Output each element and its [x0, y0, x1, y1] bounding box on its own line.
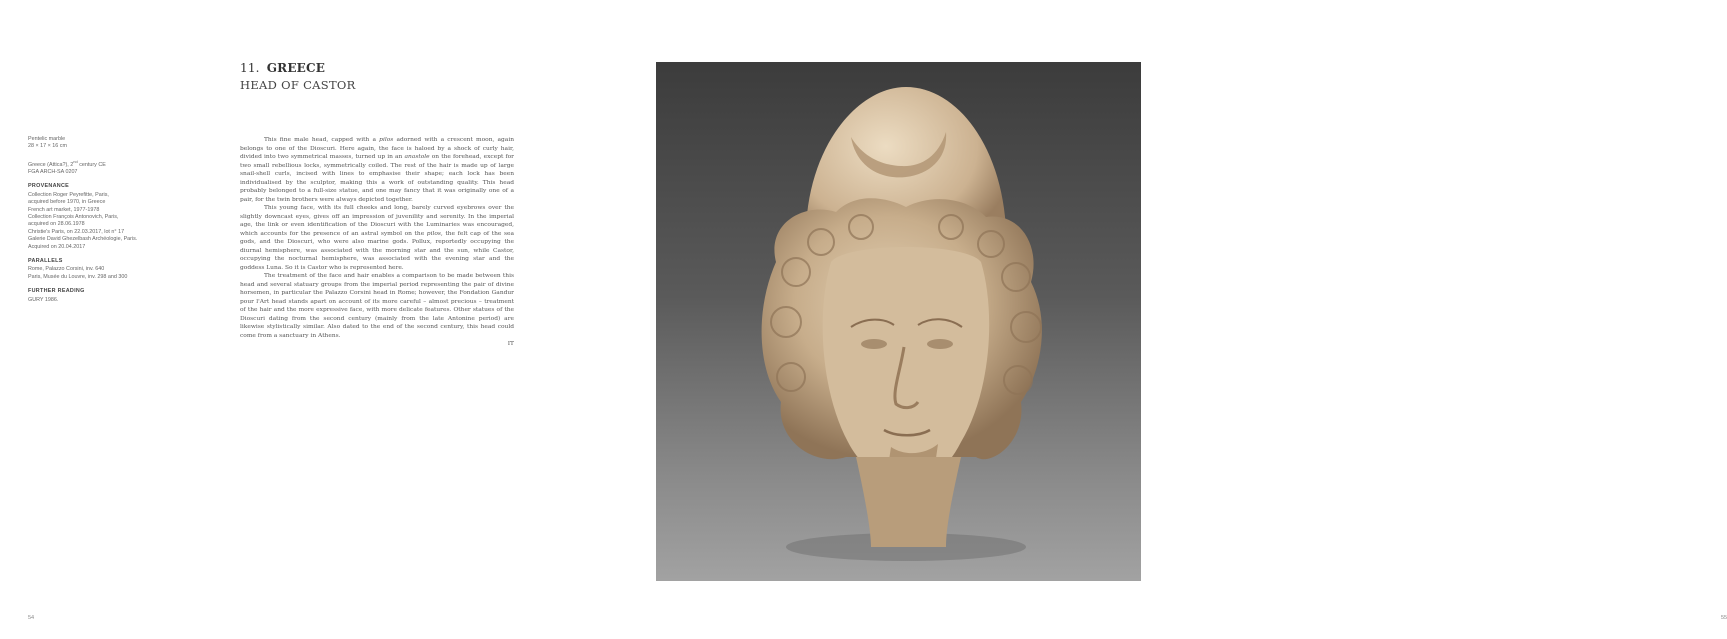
parallels-line: Rome, Palazzo Corsini, inv. 640: [28, 266, 105, 273]
provenance-line: Collection François Antonovich, Paris,: [28, 214, 119, 221]
further-reading-entry: GURY 1986.: [28, 296, 59, 303]
left-page: [0, 0, 585, 639]
page-number-left: 54: [28, 615, 35, 621]
further-reading-section: [28, 288, 188, 304]
provenance-heading: PROVENANCE: [28, 183, 70, 190]
inventory-number: FGA ARCH-SA 0207: [28, 169, 78, 176]
object-details-sidebar: [28, 136, 188, 311]
provenance-line: Collection Roger Peyrefitte, Paris,: [28, 191, 109, 198]
provenance-line: Christie's Paris, on 22.03.2017, lot n° 17: [28, 228, 125, 235]
entry-title-block: [240, 61, 356, 92]
body-paragraph: This fine male head, capped with a pilos adorned with a crescent moon, again belongs to one of the Dioscuri. Here again, the face is haloed by a shock of curly hair, divided into two symmetrical masses, turned up in an anastole on the forehead, except for two small rebellious locks, symmetrically coiled. The rest of the hair is made up of large snail-shell curls, incised with lines to emphasise their shape; each lock has been individualised by the sculptor, making this a work of outstanding quality. This head probably belonged to a full-size statue, and one may fancy that it was originally one of a pair, for the twin brothers were always depicted together.: [240, 137, 515, 203]
entry-title: [240, 61, 356, 75]
entry-place: GREECE: [266, 61, 326, 75]
eye-left: [861, 339, 887, 349]
body-paragraph: The treatment of the face and hair enables a comparison to be made between this head and several statuary groups from the imperial period representing the pair of divine horsemen, in particular the Palazzo Corsini head in Rome; however, the Fondation Gandur pour l'Art head stands apart on account of its more careful – almost precious – treatment of the hair and the more expressive face, with more delicate features. Other statues of the Dioscuri dating from the second century (mainly from the late Antonine period) are likewise stylistically similar. Also dated to the end of the second century, this head could come from a sanctuary in Athens.: [240, 273, 514, 339]
parallels-line: Paris, Musée du Louvre, inv. 298 and 300: [28, 273, 128, 280]
body-paragraph: This young face, with its full cheeks and long, barely curved eyebrows over the slightly downcast eyes, gives off an impression of juvenility and serenity. In the imperial age, the link or even identification of the Dioscuri with the Luminaries was encouraged, which accounts for the presence of an astral symbol on the pilos, the felt cap of the sea gods, and the Dioscuri, who were also marine gods. Pollux, reportedly occupying the diurnal hemisphere, was associated with the morning star and the sun, while Castor, occupying the nocturnal hemisphere, was associated with the evening star and the goddess Luna. So it is Castor who is represented here.: [240, 205, 514, 271]
provenance-line: Galerie David Ghezelbash Archéologie, Paris.: [28, 236, 138, 243]
date-line: Greece (Attica?), 2nd century CE: [28, 158, 106, 168]
object-specs: [28, 136, 188, 151]
author-initials: IT: [507, 341, 514, 347]
parallels-heading: PARALLELS: [28, 258, 63, 265]
sculpture-photo: [656, 62, 1141, 581]
object-dating: [28, 158, 188, 177]
provenance-line: Acquired on 20.04.2017: [28, 243, 86, 250]
marble-head-image: [656, 62, 1141, 581]
material: Pentelic marble: [28, 136, 66, 142]
entry-body-text: [240, 136, 514, 349]
provenance-line: French art market, 1977-1978: [28, 206, 100, 213]
further-reading-heading: FURTHER READING: [28, 288, 85, 295]
provenance-line: acquired before 1970, in Greece: [28, 199, 106, 206]
page-number-right: 55: [1721, 615, 1727, 621]
dimensions: 28 × 17 × 16 cm: [28, 143, 67, 150]
provenance-section: [28, 183, 188, 251]
neck: [856, 457, 961, 547]
entry-subtitle: HEAD OF CASTOR: [240, 78, 356, 92]
parallels-section: [28, 258, 188, 281]
eye-right: [927, 339, 953, 349]
entry-number: 11.: [240, 61, 260, 75]
provenance-line: acquired on 28.06.1978: [28, 221, 85, 228]
